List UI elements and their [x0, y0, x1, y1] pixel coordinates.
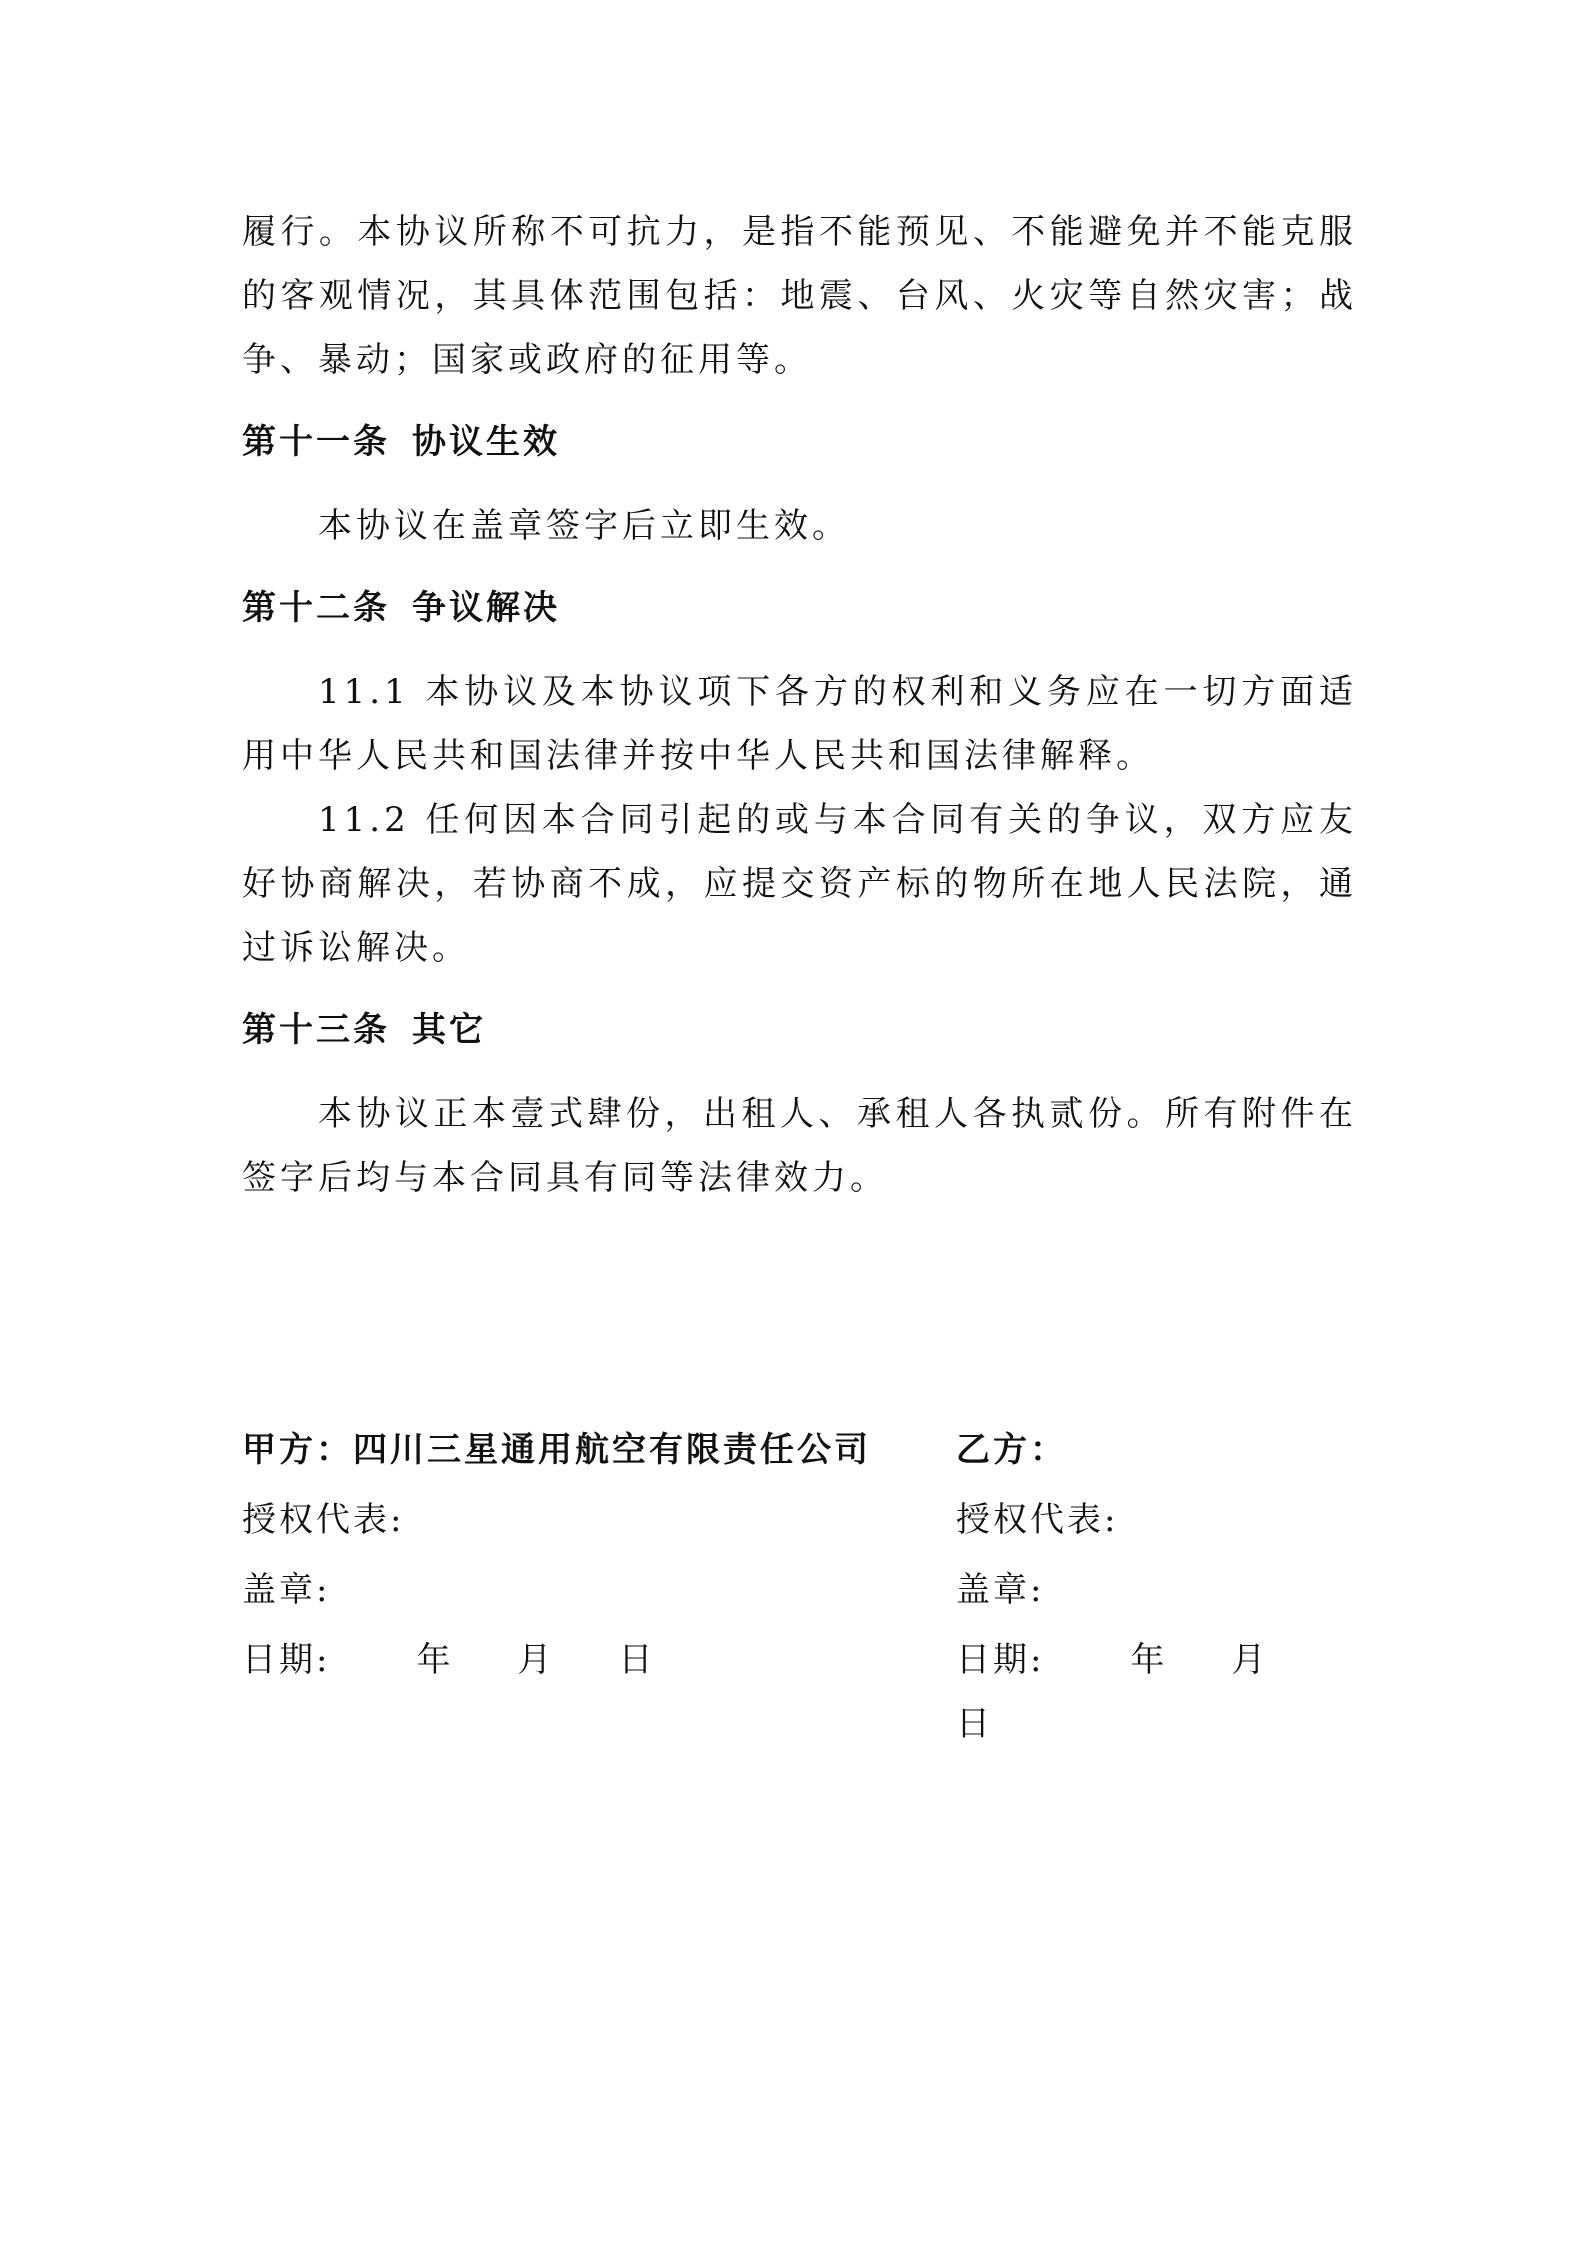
party-b-date [956, 1628, 1357, 1756]
signature-date-row [242, 1628, 1357, 1744]
party-a-seal: 盖章: [242, 1570, 331, 1610]
section-paragraph: 本协议正本壹式肆份，出租人、承租人各执贰份。所有附件在签字后均与本合同具有同等法律效力。 [242, 1094, 1357, 1198]
section-title: 争议解决 [412, 588, 560, 628]
clause-11-1: 11.1 本协议及本协议项下各方的权利和义务应在一切方面适用中华人民共和国法律并按中华人民共和国法律解释。 [242, 672, 1357, 776]
section-paragraph: 本协议在盖章签字后立即生效。 [318, 506, 850, 546]
date-month: 月 [517, 1640, 555, 1680]
document-body [242, 200, 1357, 1210]
clause-11-2: 11.2 任何因本合同引起的或与本合同有关的争议，双方应友好协商解决，若协商不成，应提交资产标的物所在地人民法院，通过诉讼解决。 [242, 800, 1357, 968]
party-b-label: 乙方： [956, 1430, 1067, 1470]
date-label: 日期: [242, 1640, 331, 1680]
party-b-seal: 盖章: [956, 1570, 1045, 1610]
signature-block [242, 1418, 1357, 1744]
party-b-rep: 授权代表: [956, 1500, 1119, 1540]
intro-paragraph: 履行。本协议所称不可抗力，是指不能预见、不能避免并不能克服的客观情况，其具体范围包括：地震、台风、火灾等自然灾害；战争、暴动；国家或政府的征用等。 [242, 212, 1357, 380]
section-number: 第十三条 [242, 1010, 390, 1050]
date-year: 年 [1130, 1640, 1168, 1680]
date-day: 日 [956, 1704, 993, 1744]
section-title: 协议生效 [412, 422, 560, 462]
date-year: 年 [416, 1640, 454, 1680]
date-day: 日 [618, 1640, 656, 1680]
section-heading-11 [242, 410, 1357, 474]
signature-seal-row [242, 1558, 1357, 1628]
section-heading-13 [242, 998, 1357, 1062]
section-title: 其它 [412, 1010, 486, 1050]
party-a-rep: 授权代表: [242, 1500, 405, 1540]
signature-party-row [242, 1418, 1357, 1488]
section-heading-12 [242, 576, 1357, 640]
signature-rep-row [242, 1488, 1357, 1558]
section-number: 第十二条 [242, 588, 390, 628]
date-label: 日期: [956, 1640, 1045, 1680]
section-number: 第十一条 [242, 422, 390, 462]
party-a-label: 甲方：四川三星通用航空有限责任公司 [242, 1430, 871, 1470]
date-month: 月 [1231, 1640, 1269, 1680]
party-a-date [242, 1628, 655, 1692]
